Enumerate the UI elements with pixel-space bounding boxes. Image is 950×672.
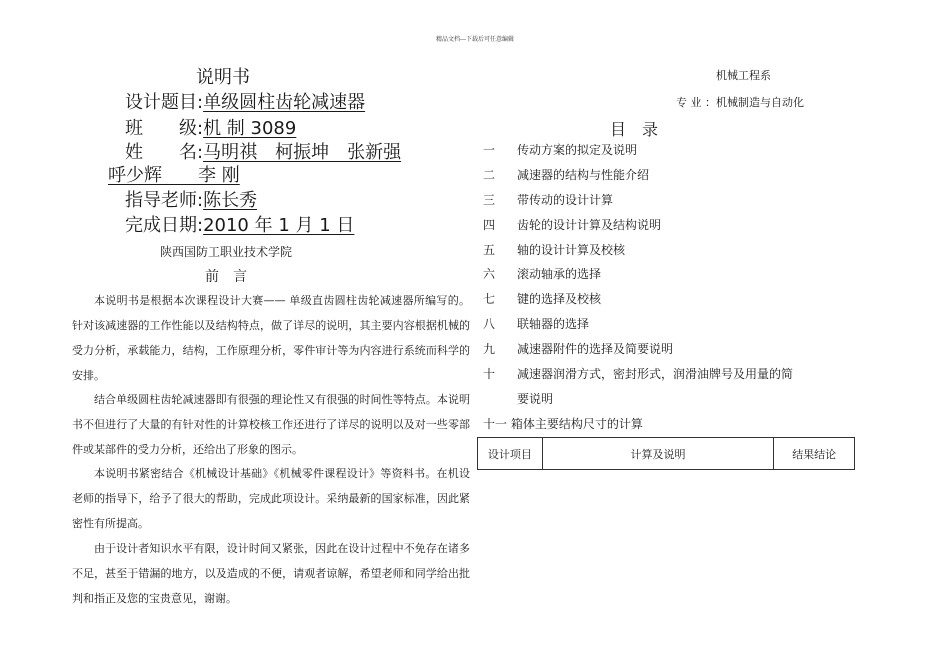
toc-item-number: 九 <box>483 342 496 356</box>
toc-item-title: 键的选择及校核 <box>517 292 602 306</box>
preface-paragraph: 由于设计者知识水平有限，设计时间又紧张，因此在设计过程中不免存在诸多不足，甚至于错漏的地方，以及造成的不便，请观者谅解，希望老师和同学给出批判和指正及您的宝贵意见，谢谢。 <box>72 542 470 605</box>
preface-paragraph: 本说明书紧密结合《机械设计基础》《机械零件课程设计》等资料书。在机设老师的指导下，给予了很大的帮助，完成此项设计。采纳最新的国家标准，因此紧密性有所提高。 <box>72 467 470 530</box>
advisor-row <box>125 189 257 213</box>
school-name: 陕西国防工职业技术学院 <box>160 245 293 259</box>
topic-value: 单级圆柱齿轮减速器 <box>203 92 366 113</box>
class-row <box>125 117 296 141</box>
table-header-cell: 计算及说明 <box>542 438 774 470</box>
toc-item[interactable] <box>483 188 613 213</box>
name-value-line2: 呼少辉 李 刚 <box>108 165 240 186</box>
major-label: 专 业 ：机械制造与自动化 <box>676 96 804 109</box>
document-title: 说明书 <box>196 67 250 88</box>
advisor-label: 指导老师: <box>125 190 204 211</box>
name-row <box>125 141 401 165</box>
toc-item-number: 八 <box>483 317 496 331</box>
name-value-line1: 马明祺 柯振坤 张新强 <box>203 142 402 163</box>
advisor-value: 陈长秀 <box>203 190 258 211</box>
toc-item[interactable] <box>483 312 589 337</box>
toc-item[interactable]: 十一 箱体主要结构尺寸的计算 <box>483 417 643 431</box>
toc-item-title: 减速器润滑方式，密封形式，润滑油牌号及用量的简 <box>517 367 794 381</box>
toc-item-continuation <box>483 387 553 412</box>
toc-item[interactable] <box>483 213 661 238</box>
toc-item-title: 齿轮的设计计算及结构说明 <box>517 218 662 232</box>
class-value: 机 制 3089 <box>203 118 297 139</box>
preface-paragraph: 本说明书是根据本次课程设计大赛—— 单级直齿圆柱齿轮减速器所编写的。针对该减速器的工作性能以及结构特点，做了详尽的说明，其主要内容根据机械的受力分析，承载能力，结构，工作原理分析，零件审计等为内容进行系统而科学的安排。 <box>72 294 470 382</box>
topic-label: 设计题目: <box>125 92 204 113</box>
date-label: 完成日期: <box>125 215 204 236</box>
toc-item-number: 十 <box>483 367 496 381</box>
toc-item[interactable] <box>483 362 793 387</box>
calculation-table <box>477 437 855 470</box>
toc-item[interactable] <box>483 238 625 263</box>
class-label: 班 级: <box>125 118 204 139</box>
date-row <box>125 214 354 238</box>
toc-item[interactable] <box>483 163 649 188</box>
date-value: 2010 年 1 月 1 日 <box>203 215 355 236</box>
table-header-cell: 结果结论 <box>774 438 855 470</box>
toc-item-title: 要说明 <box>517 392 554 406</box>
toc-item-number: 三 <box>483 193 496 207</box>
toc-item[interactable] <box>483 262 601 287</box>
toc-item-title: 带传动的设计计算 <box>517 193 614 207</box>
toc-item-title: 减速器的结构与性能介绍 <box>517 168 650 182</box>
header-note: 精品文档---下载后可任意编辑 <box>435 36 515 43</box>
table-header-cell: 设计项目 <box>478 438 543 470</box>
toc-item-title: 轴的设计计算及校核 <box>517 243 626 257</box>
toc-item-number: 四 <box>483 218 496 232</box>
toc-item[interactable] <box>483 337 673 362</box>
preface-heading: 前 言 <box>205 269 247 285</box>
toc-item-title: 滚动轴承的选择 <box>517 267 602 281</box>
toc-item-number: 七 <box>483 292 496 306</box>
toc-item-number: 二 <box>483 168 496 182</box>
toc-item[interactable] <box>483 138 637 163</box>
table-header-row <box>478 438 855 470</box>
toc-item-number: 五 <box>483 243 496 257</box>
toc-item-number: 一 <box>483 143 496 157</box>
department-name: 机械工程系 <box>716 69 771 82</box>
toc-item[interactable] <box>483 287 601 312</box>
preface-paragraph: 结合单级圆柱齿轮减速器即有很强的理论性又有很强的时间性等特点。本说明书不但进行了大量的有针对性的计算校核工作还进行了详尽的说明以及对一些零部件或某部件的受力分析，还给出了形象的图示。 <box>72 393 470 456</box>
toc-item-number: 六 <box>483 267 496 281</box>
name-label: 姓 名: <box>125 142 204 163</box>
toc-item-title: 联轴器的选择 <box>517 317 590 331</box>
toc-item-title: 减速器附件的选择及简要说明 <box>517 342 674 356</box>
toc-item-title: 传动方案的拟定及说明 <box>517 143 638 157</box>
topic-row <box>125 91 365 115</box>
toc-heading: 目 录 <box>610 120 659 139</box>
